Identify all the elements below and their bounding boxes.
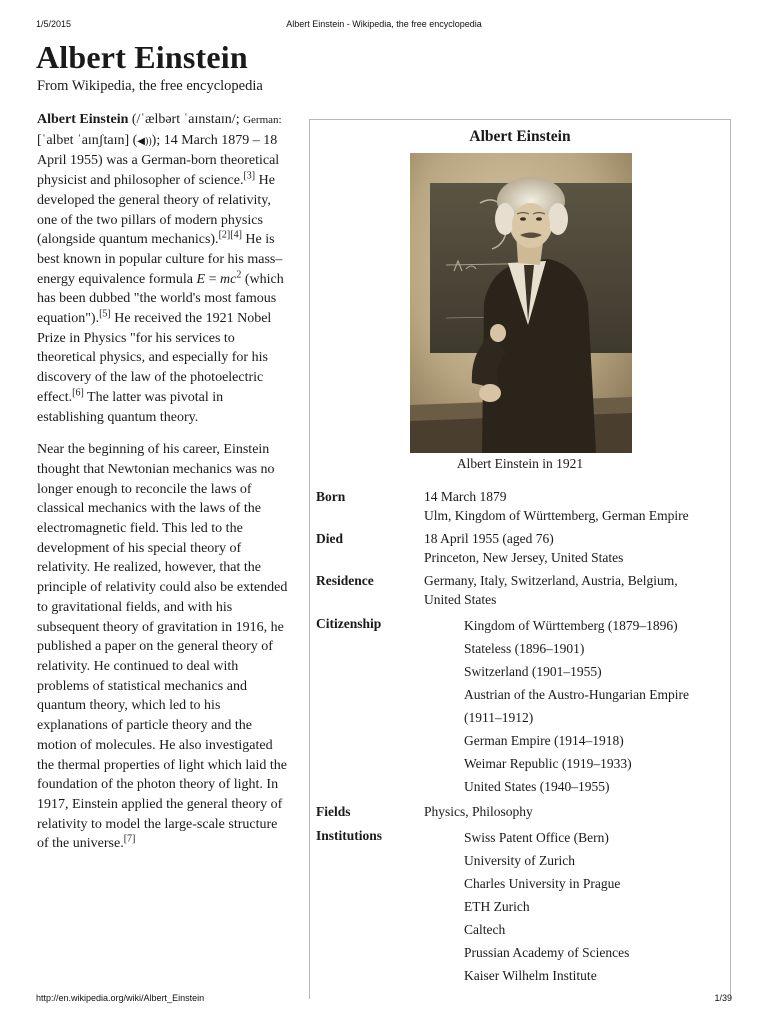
citation-3[interactable]: [3] <box>243 170 256 182</box>
birthplace-link[interactable]: Ulm, Kingdom of Württemberg, German Empire <box>424 508 689 523</box>
residence-label: Residence <box>316 573 374 588</box>
subject-name: Albert Einstein <box>37 112 129 127</box>
died-label: Died <box>316 531 343 546</box>
citation-6[interactable]: [6] <box>72 387 84 399</box>
list-item[interactable]: Austrian of the Austro-Hungarian Empire <box>464 687 689 702</box>
citizenship-list <box>464 614 689 798</box>
institutions-row <box>316 826 726 992</box>
page-title: Albert Einstein <box>36 39 248 75</box>
list-item[interactable]: Stateless (1896–1901) <box>464 641 585 656</box>
list-item[interactable]: German Empire (1914–1918) <box>464 733 624 748</box>
page-subtitle: From Wikipedia, the free encyclopedia <box>37 78 263 94</box>
list-item[interactable]: United States (1940–1955) <box>464 779 610 794</box>
born-label: Born <box>316 489 346 504</box>
portrait-caption: Albert Einstein in 1921 <box>456 456 584 471</box>
citation-7[interactable]: [7] <box>123 833 136 845</box>
print-page-number: 1/39 <box>714 993 732 1003</box>
formula-mc: mc <box>219 271 237 287</box>
list-item[interactable]: Caltech <box>464 922 506 937</box>
list-item[interactable]: Charles University in Prague <box>464 876 621 891</box>
portrait-illustration <box>410 153 632 453</box>
print-page-title: Albert Einstein - Wikipedia, the free encyclopedia <box>286 19 482 29</box>
list-item[interactable]: Switzerland (1901–1955) <box>464 664 602 679</box>
citation-2[interactable]: [2] <box>218 229 231 241</box>
ipa-german[interactable]: [ˈalbɐt ˈaɪnʃtaɪn] <box>37 132 130 148</box>
speaker-icon[interactable]: ◀)) <box>137 135 152 147</box>
print-header <box>36 19 732 31</box>
career-paragraph: Near the beginning of his career, Einstein thought that Newtonian mechanics was no longer enough to reconcile the laws of classical mechanics with the laws of the electromagnetic field. This led to the development of his special theory of relativity. He realized, however, that the principle of relativity could also be extended to gravitational fields, and with his subsequent theory of gravitation in 1916, he published a paper on the general theory of relativity. He continued to deal with problems of statistical mechanics and quantum theory, which led to his explanations of particle theory and the motion of molecules. He also investigated the thermal properties of light which laid the foundation of the photon theory of light. In 1917, Einstein applied the general theory of relativity to model the large-scale structure of the universe.[7] <box>37 442 288 852</box>
infobox <box>309 119 731 999</box>
list-item[interactable]: ETH Zurich <box>464 899 530 914</box>
print-footer <box>36 993 732 1005</box>
portrait-photo[interactable] <box>410 153 632 453</box>
ipa-english[interactable]: (/ˈælbərt ˈaɪnstaɪn/; <box>131 112 240 127</box>
list-item[interactable]: Weimar Republic (1919–1933) <box>464 756 632 771</box>
fields-value[interactable]: Physics, Philosophy <box>424 804 533 819</box>
institutions-list <box>464 826 629 987</box>
citizenship-row <box>316 614 726 800</box>
fields-row <box>316 802 726 824</box>
fields-label: Fields <box>316 804 351 819</box>
article-body <box>37 110 289 867</box>
infobox-title: Albert Einstein <box>469 128 571 145</box>
born-row <box>316 487 726 527</box>
list-item[interactable]: University of Zurich <box>464 853 575 868</box>
list-item[interactable]: Kingdom of Württemberg (1879–1896) <box>464 618 678 633</box>
print-date: 1/5/2015 <box>36 19 72 29</box>
list-item[interactable]: Swiss Patent Office (Bern) <box>464 830 609 845</box>
list-item: (1911–1912) <box>464 710 534 725</box>
deathplace-link[interactable]: Princeton, New Jersey, United States <box>424 550 624 565</box>
list-item[interactable]: Prussian Academy of Sciences <box>464 945 630 960</box>
print-url: http://en.wikipedia.org/wiki/Albert_Einstein <box>36 993 205 1003</box>
died-value: 18 April 1955 (aged 76) Princeton, New Jersey, United States <box>424 531 624 565</box>
citation-4[interactable]: [4] <box>230 229 242 241</box>
citizenship-label: Citizenship <box>316 616 382 631</box>
formula-exponent: 2 <box>236 268 242 280</box>
residence-value: Germany, Italy, Switzerland, Austria, Belgium, United States <box>424 573 678 607</box>
died-row <box>316 529 726 569</box>
formula-e: E <box>196 271 206 287</box>
institutions-label: Institutions <box>316 828 383 843</box>
german-label[interactable]: German: <box>243 114 282 126</box>
list-item[interactable]: Kaiser Wilhelm Institute <box>464 968 597 983</box>
born-value: 14 March 1879 Ulm, Kingdom of Württemberg, German Empire <box>424 489 689 523</box>
intro-paragraph: Albert Einstein (/ˈælbərt ˈaɪnstaɪn/; German: [ˈalbɐt ˈaɪnʃtaɪn] (◀))); 14 March 1879 – 18 April 1955) was a German-born theoretical physicist and philosopher of science.[3] He developed the general theory of relativity, one of the two pillars of modern physics (alongside quantum mechanics).[2][4] He is best known in popular culture for his mass–energy equivalence formula $E = mc^2$ (which has been dubbed "the world's most famous equation").[5] He received the 1921 Nobel Prize in Physics "for his services to theoretical physics, and especially for his discovery of the law of the photoelectric effect.[6] The latter was pivotal in establishing quantum theory. <box>37 112 284 425</box>
residence-row <box>316 571 726 611</box>
citation-5[interactable]: [5] <box>99 308 111 320</box>
